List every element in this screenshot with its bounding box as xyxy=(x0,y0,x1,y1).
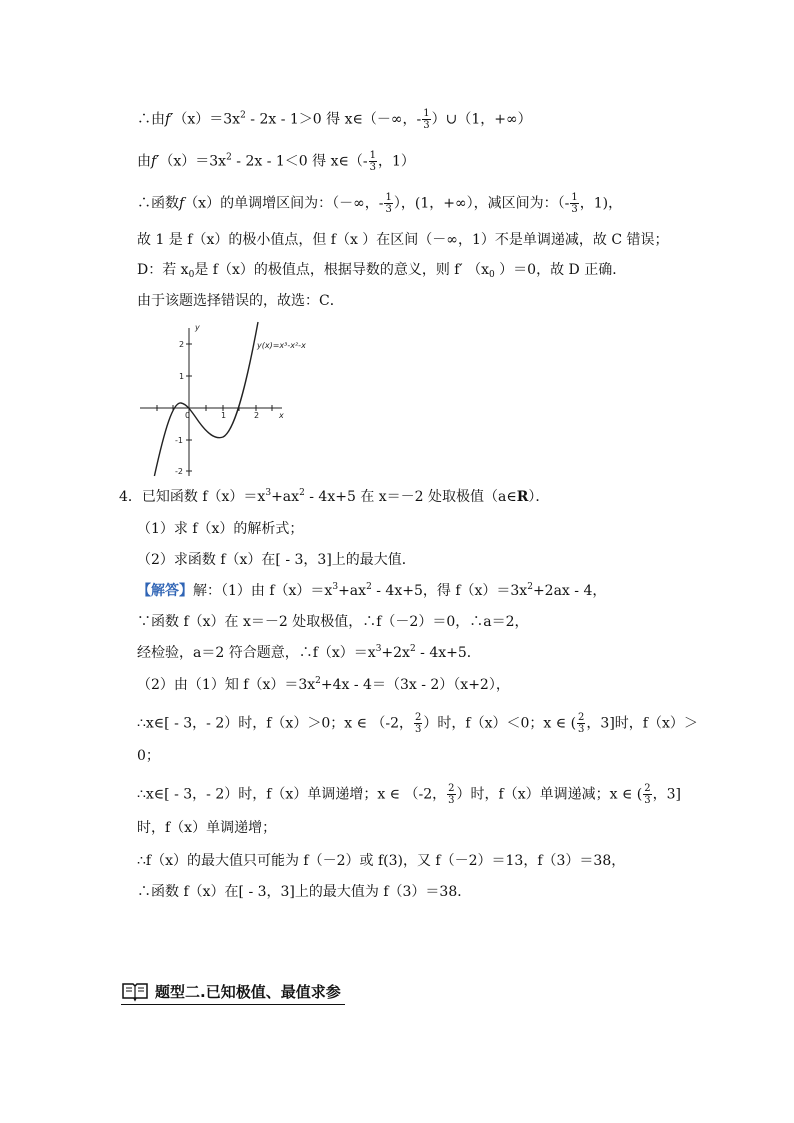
fraction: $\frac{2}{3}$ xyxy=(448,783,455,806)
fraction: $\frac{2}{3}$ xyxy=(644,783,651,806)
sub-question-2: （2）求函数 f（x）在[ - 3，3]上的最大值． xyxy=(137,552,416,568)
y-tick-label: -1 xyxy=(175,436,183,445)
function-graph xyxy=(137,318,306,480)
x-axis-label: x xyxy=(279,411,284,420)
section-title: 题型二.已知极值、最值求参 xyxy=(155,982,341,1001)
fraction: $\frac{1}{3}$ xyxy=(369,150,376,173)
text-line: 故 1 是 f（x）的极小值点，但 f（x ）在区间（－∞，1）不是单调递减，故 C 错误； xyxy=(137,232,669,248)
section-header xyxy=(121,978,345,1005)
fraction: $\frac{1}{3}$ xyxy=(385,192,392,215)
text-line: D：若 $x_0$是 f（x）的极值点，根据导数的意义，则 f′ （$x_0$ ）＝0，故 D 正确． xyxy=(137,262,627,280)
fraction: $\frac{2}{3}$ xyxy=(415,712,422,735)
book-icon xyxy=(121,981,149,1001)
fraction: $\frac{2}{3}$ xyxy=(578,712,585,735)
y-tick-label: 1 xyxy=(179,372,185,381)
text-line: ∴由$f'(x)=3x^2 - 2x - 1>0$ 得 x∈（－∞，- $\frac{1}{3}$ ）∪（1，+∞） xyxy=(137,108,532,131)
text-line: 时，f（x）单调递增； xyxy=(137,820,277,836)
text-line: ∴函数f（x）的单调增区间为：（－∞，- $\frac{1}{3}$ ），(1，+∞），减区间为：（- $\frac{1}{3}$ ，1)， xyxy=(137,192,623,215)
text-line: 经检验，a＝2 符合题意，$\therefore f(x)=x^3+2x^2 - 4x+5$． xyxy=(137,644,481,661)
y-tick-label: -2 xyxy=(175,467,183,476)
text-line: ∴x∈[ - 3，- 2）时，f（x）＞0；x ∈ （-2， $\frac{2}{3}$ ）时，f（x）＜0；x ∈ ( $\frac{2}{3}$ ，3]时，f（x）＞ xyxy=(137,712,698,735)
text-line: ∴函数 f（x）在[ - 3，3]上的最大值为 f（3）＝38． xyxy=(137,884,472,900)
fraction: $\frac{1}{3}$ xyxy=(571,192,578,215)
x-tick-label: 1 xyxy=(221,411,227,420)
text-line: ∵函数 f（x）在 x＝－2 处取极值，∴f（－2）＝0，∴a＝2， xyxy=(137,614,529,630)
curve-label: y(x)=x³-x²-x xyxy=(257,341,306,350)
sub-question-1: （1）求 f（x）的解析式； xyxy=(137,521,304,537)
text-line: 0； xyxy=(137,748,160,764)
function-curve xyxy=(154,322,258,476)
question-4: 4．已知函数 $f(x)=x^3+ax^2 - 4x+5$ 在 x＝－2 处取极值（a∈R）． xyxy=(119,488,550,505)
x-tick-label: 0 xyxy=(185,411,191,420)
text-line: 由于该题选择错误的，故选：C． xyxy=(137,293,344,309)
y-tick-label: 2 xyxy=(179,340,185,349)
answer-tag: 【解答】 xyxy=(137,583,193,599)
text-line: ∴f（x）的最大值只可能为 f（－2）或 f(3)，又 f（－2）＝13，f（3）＝38， xyxy=(137,853,626,869)
text-line: 由$f'(x)=3x^2 - 2x - 1<0$ 得 x∈（- $\frac{1}{3}$ ，1） xyxy=(137,150,415,173)
y-axis-label: y xyxy=(195,323,200,332)
text-line: （2）由（1）知 $f(x)=3x^2+4x - 4=(3x - 2)(x+2)$， xyxy=(137,676,510,693)
x-tick-label: 2 xyxy=(254,411,260,420)
answer-line: 【解答】解：（1）由 $f(x)=x^3+ax^2 - 4x+5$，得 $f(x)=3x^2+2ax - 4$， xyxy=(137,582,607,599)
text-line: ∴x∈[ - 3，- 2）时，f（x）单调递增；x ∈ （-2， $\frac{2}{3}$ ）时，f（x）单调递减；x ∈ ( $\frac{2}{3}$ ，3] xyxy=(137,783,681,806)
fraction: $\frac{1}{3}$ xyxy=(423,108,430,131)
